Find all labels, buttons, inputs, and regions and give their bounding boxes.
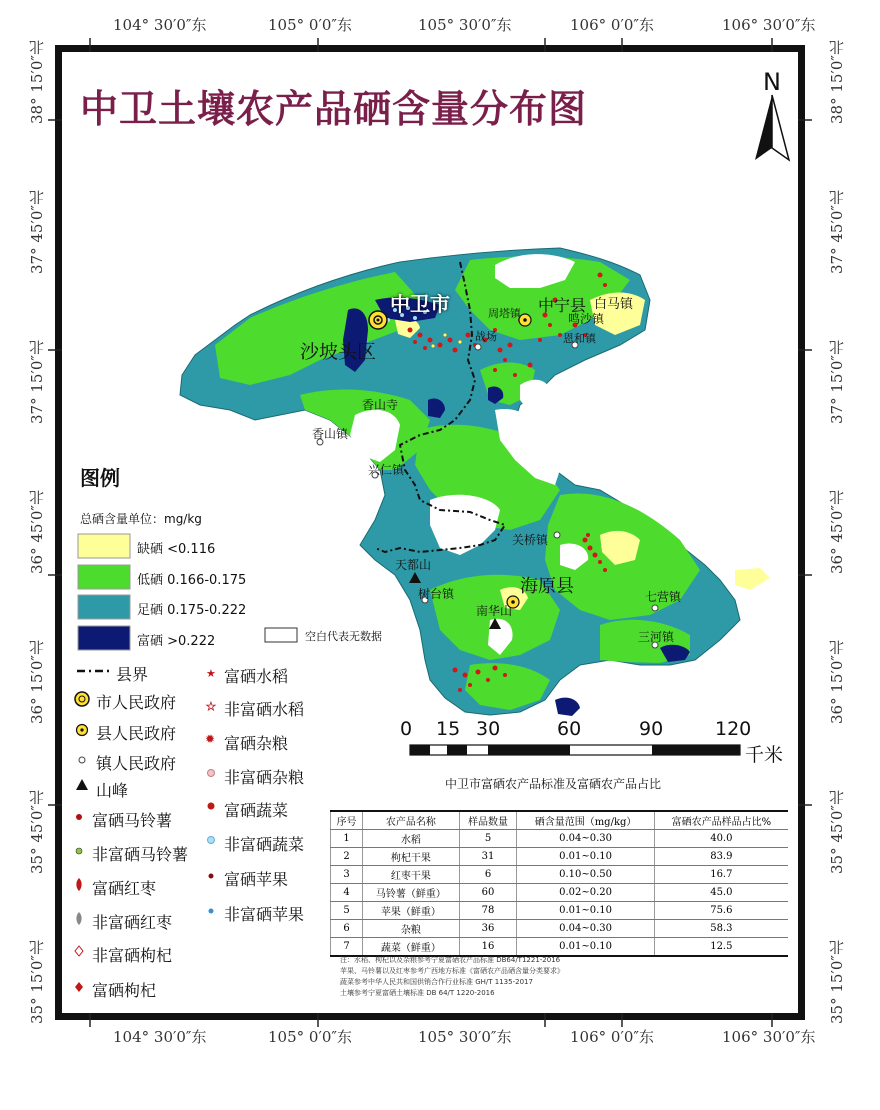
label-shutai: 树台镇 [418,587,455,601]
table-header-row [331,811,789,830]
cell: 2 [331,848,363,866]
legend-class-low: 低硒 0.166-0.175 [137,573,247,588]
svg-text:★: ★ [206,667,216,680]
cell: 31 [459,848,517,866]
lat-label-right-2: 37° 45′0″北 [828,190,846,274]
legend-swatch-low [78,565,130,589]
table-row [331,938,789,957]
lat-label-left-3: 37° 15′0″北 [28,340,46,424]
cell: 0.02~0.20 [517,884,654,902]
cell: 0.04~0.30 [517,830,654,848]
north-label: N [763,68,781,96]
header-sample-count: 样品数量 [459,811,517,830]
cell: 杂粮 [363,920,459,938]
scale-tick-30: 30 [476,718,501,740]
cell: 蔬菜（鲜重） [363,938,459,957]
lon-label-bottom-1: 104° 30′0″东 [113,1028,207,1046]
scale-tick-15: 15 [436,718,461,740]
label-zhongwei-city: 中卫市 [390,292,450,316]
product-table [330,810,788,957]
cell: 60 [459,884,517,902]
label-xiangshan: 香山镇 [312,427,349,441]
svg-text:★: ★ [206,700,216,713]
legend-nonrich-wolfberry: 非富硒枸杞 [92,946,173,965]
cell: 75.6 [654,902,788,920]
legend-swatch-rich [78,626,130,650]
lat-label-left-4: 36° 45′0″北 [28,490,46,574]
lon-label-top-3: 105° 30′0″东 [418,16,512,34]
cell: 水稻 [363,830,459,848]
label-nanhua-shan: 南华山 [476,604,513,618]
legend-nonrich-apple: 非富硒苹果 [224,905,305,924]
lat-label-left-6: 35° 45′0″北 [28,790,46,874]
lon-label-top-2: 105° 0′0″东 [268,16,352,34]
lat-label-right-4: 36° 45′0″北 [828,490,846,574]
table-note-3: 蔬菜参考中华人民共和国供销合作行业标准 GH/T 1135-2017 [340,978,533,986]
cell: 83.9 [654,848,788,866]
lat-label-right-5: 36° 15′0″北 [828,640,846,724]
cell: 5 [331,902,363,920]
cell: 红枣干果 [363,866,459,884]
header-selenium-range: 硒含量范围（mg/kg） [517,811,654,830]
lon-label-bottom-5: 106° 30′0″东 [722,1028,816,1046]
label-guanqiao: 关桥镇 [512,533,549,547]
scale-unit: 千米 [745,744,784,766]
label-zhongning: 中宁县 [538,296,587,315]
cell: 枸杞干果 [363,848,459,866]
lon-label-bottom-2: 105° 0′0″东 [268,1028,352,1046]
scale-tick-0: 0 [400,718,413,740]
cell: 36 [459,920,517,938]
label-sanhe: 三河镇 [638,630,675,644]
label-xiangshansi: 香山寺 [362,398,399,412]
lon-label-top-5: 106° 30′0″东 [722,16,816,34]
cell: 7 [331,938,363,957]
legend-class-deficient: 缺硒 <0.116 [137,542,216,557]
legend-unit: 总硒含量单位：mg/kg [80,512,202,526]
legend-mountain: 山峰 [96,781,129,800]
cell: 4 [331,884,363,902]
table-row [331,830,789,848]
header-product: 农产品名称 [363,811,459,830]
label-qiying: 七营镇 [645,590,682,604]
city-government-marker [369,311,387,329]
cell: 3 [331,866,363,884]
label-zhanchang: 战场 [475,330,497,343]
legend-rich-jujube: 富硒红枣 [92,879,157,898]
lon-label-bottom-3: 105° 30′0″东 [418,1028,512,1046]
legend-nonrich-rice: 非富硒水稻 [224,700,305,719]
scale-bar [410,745,740,755]
label-mingsha: 鸣沙镇 [568,312,605,326]
legend-swatch-no-data [265,628,297,642]
legend-city-government: 市人民政府 [96,693,177,712]
label-zhouta: 周塔镇 [488,307,521,320]
label-baima: 白马镇 [594,297,634,312]
legend-nonrich-jujube: 非富硒红枣 [92,913,173,932]
cell: 1 [331,830,363,848]
legend-nonrich-vegetables: 非富硒蔬菜 [224,835,305,854]
legend-rich-apple: 富硒苹果 [224,870,289,889]
legend-class-sufficient: 足硒 0.175-0.222 [137,603,247,618]
cell: 0.01~0.10 [517,938,654,957]
table-note-4: 土壤参考宁夏富硒土壤标准 DB 64/T 1220-2016 [340,989,495,997]
lon-label-bottom-4: 106° 0′0″东 [570,1028,654,1046]
lon-label-top-1: 104° 30′0″东 [113,16,207,34]
legend-rich-rice: 富硒水稻 [224,667,289,686]
cell: 58.3 [654,920,788,938]
lat-label-left-5: 36° 15′0″北 [28,640,46,724]
label-xingren: 兴仁镇 [368,463,405,477]
header-index: 序号 [331,811,363,830]
lat-label-left-7: 35° 15′0″北 [28,940,46,1024]
legend-nonrich-grains: 非富硒杂粮 [224,768,305,787]
table-row [331,920,789,938]
table-caption: 中卫市富硒农产品标准及富硒农产品占比 [445,777,662,791]
legend-swatch-deficient [78,534,130,558]
legend-town-government: 镇人民政府 [96,754,177,773]
cell: 16 [459,938,517,957]
table-row [331,902,789,920]
table-row [331,866,789,884]
north-arrow-icon [755,95,789,160]
table-note-1: 注：水稻、枸杞以及杂粮参考宁夏富硒农产品标准 DB64/T1221-2016 [340,956,561,964]
cell: 6 [331,920,363,938]
legend-rich-wolfberry: 富硒枸杞 [92,981,157,1000]
cell: 马铃薯（鲜重） [363,884,459,902]
cell: 0.04~0.30 [517,920,654,938]
legend-rich-potato: 富硒马铃薯 [92,811,173,830]
cell: 12.5 [654,938,788,957]
label-haiyuan: 海原县 [520,576,574,597]
legend-title: 图例 [80,466,120,490]
legend-county-government: 县人民政府 [96,724,177,743]
legend-no-data: 空白代表无数据 [305,630,382,643]
legend-rich-grains: 富硒杂粮 [224,734,289,753]
lat-label-right-7: 35° 15′0″北 [828,940,846,1024]
cell: 45.0 [654,884,788,902]
header-rich-ratio: 富硒农产品样品占比% [654,811,788,830]
cell: 0.10~0.50 [517,866,654,884]
lat-label-left-1: 38° 15′0″北 [28,40,46,124]
legend-symbols-right [205,667,216,914]
scale-tick-60: 60 [557,718,582,740]
cell: 16.7 [654,866,788,884]
lat-label-right-6: 35° 45′0″北 [828,790,846,874]
table-note-2: 苹果、马铃薯以及红枣参考广西地方标准《富硒农产品硒含量分类要求》 [340,967,564,975]
legend-county-boundary: 县界 [116,665,149,684]
scale-tick-120: 120 [715,718,752,740]
lat-label-right-3: 37° 15′0″北 [828,340,846,424]
lon-label-top-4: 106° 0′0″东 [570,16,654,34]
cell: 40.0 [654,830,788,848]
lat-label-right-1: 38° 15′0″北 [828,40,846,124]
label-tiandu-shan: 天都山 [395,558,432,572]
cell: 78 [459,902,517,920]
scale-tick-90: 90 [639,718,664,740]
legend-class-rich: 富硒 >0.222 [137,634,216,649]
legend-nonrich-potato: 非富硒马铃薯 [92,845,189,864]
table-row [331,884,789,902]
legend-swatch-sufficient [78,595,130,619]
cell: 苹果（鲜重） [363,902,459,920]
legend-rich-vegetables: 富硒蔬菜 [224,801,289,820]
table-row [331,848,789,866]
cell: 6 [459,866,517,884]
label-enhe: 恩和镇 [563,332,596,345]
cell: 0.01~0.10 [517,848,654,866]
svg-text:✹: ✹ [205,732,216,746]
map-title: 中卫土壤农产品硒含量分布图 [80,87,588,131]
cell: 5 [459,830,517,848]
label-shapotou: 沙坡头区 [300,341,377,363]
cell: 0.01~0.10 [517,902,654,920]
lat-label-left-2: 37° 45′0″北 [28,190,46,274]
